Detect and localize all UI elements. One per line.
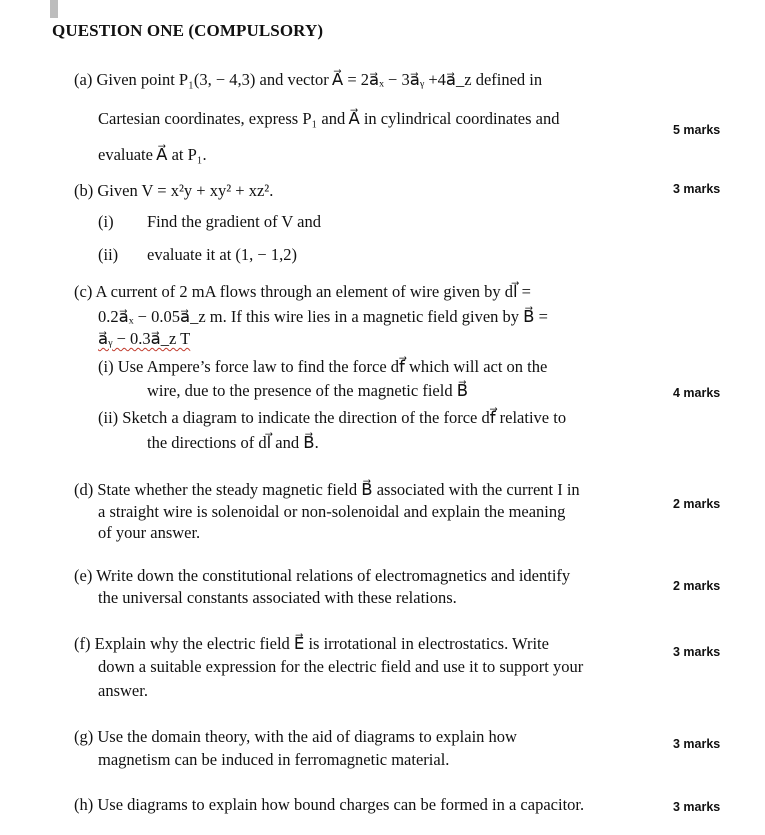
part-b-ii-text: evaluate it at (1, − 1,2) [147,245,297,264]
part-g-line-2: magnetism can be induced in ferromagnetic material. [98,750,450,769]
part-f-line-1: (f) Explain why the electric field E⃗ is irrotational in electrostatics. Write [74,634,549,653]
part-b-i-text: Find the gradient of V and [147,212,321,231]
question-title: QUESTION ONE (COMPULSORY) [52,21,324,40]
part-f-line-3: answer. [98,681,148,700]
part-c-ii-line-1: (ii) Sketch a diagram to indicate the direction of the force df⃗ relative to [98,408,567,427]
part-b-line-1: (b) Given V = x²y + xy² + xz². [74,181,274,200]
part-c-line-3: a⃗ᵧ − 0.3a⃗_z T [98,329,191,348]
part-c-i-line-2: wire, due to the presence of the magnetic field B⃗ [147,381,469,400]
part-b-marks: 3 marks [673,182,721,196]
part-c-ii-line-2: the directions of dl⃗ and B⃗. [147,433,319,452]
part-d-line-1: (d) State whether the steady magnetic field B⃗ associated with the current I in [74,480,580,499]
part-c-line-2: 0.2a⃗ₓ − 0.05a⃗_z m. If this wire lies in a magnetic field given by B⃗ = [98,307,548,326]
part-a-marks: 5 marks [673,123,721,137]
part-b-i-label: (i) [98,212,114,231]
part-c-line-1: (c) A current of 2 mA flows through an element of wire given by dl⃗ = [74,282,531,301]
part-f-line-2: down a suitable expression for the electric field and use it to support your [98,657,584,676]
part-a-line-2: Cartesian coordinates, express P₁ and A⃗ in cylindrical coordinates and [98,109,560,128]
part-h-marks: 3 marks [673,800,721,814]
part-c-marks: 4 marks [673,386,721,400]
part-d-line-2: a straight wire is solenoidal or non-solenoidal and explain the meaning [98,502,566,521]
part-a-line-1: (a) Given point P₁(3, − 4,3) and vector A⃗ = 2a⃗ₓ − 3a⃗ᵧ +4a⃗_z defined in [74,70,543,89]
part-e-line-2: the universal constants associated with these relations. [98,588,457,607]
part-b-ii-label: (ii) [98,245,119,264]
part-g-marks: 3 marks [673,737,721,751]
part-e-line-1: (e) Write down the constitutional relations of electromagnetics and identify [74,566,571,585]
part-e-marks: 2 marks [673,579,721,593]
part-f-marks: 3 marks [673,645,721,659]
part-g-line-1: (g) Use the domain theory, with the aid of diagrams to explain how [74,727,517,746]
part-d-marks: 2 marks [673,497,721,511]
part-c-i-line-1: (i) Use Ampere’s force law to find the force df⃗ which will act on the [98,357,548,376]
part-a-line-3: evaluate A⃗ at P₁. [98,145,207,164]
part-h-line-1: (h) Use diagrams to explain how bound charges can be formed in a capacitor. [74,795,585,814]
part-d-line-3: of your answer. [98,523,201,542]
page-edge-bar [50,0,58,18]
